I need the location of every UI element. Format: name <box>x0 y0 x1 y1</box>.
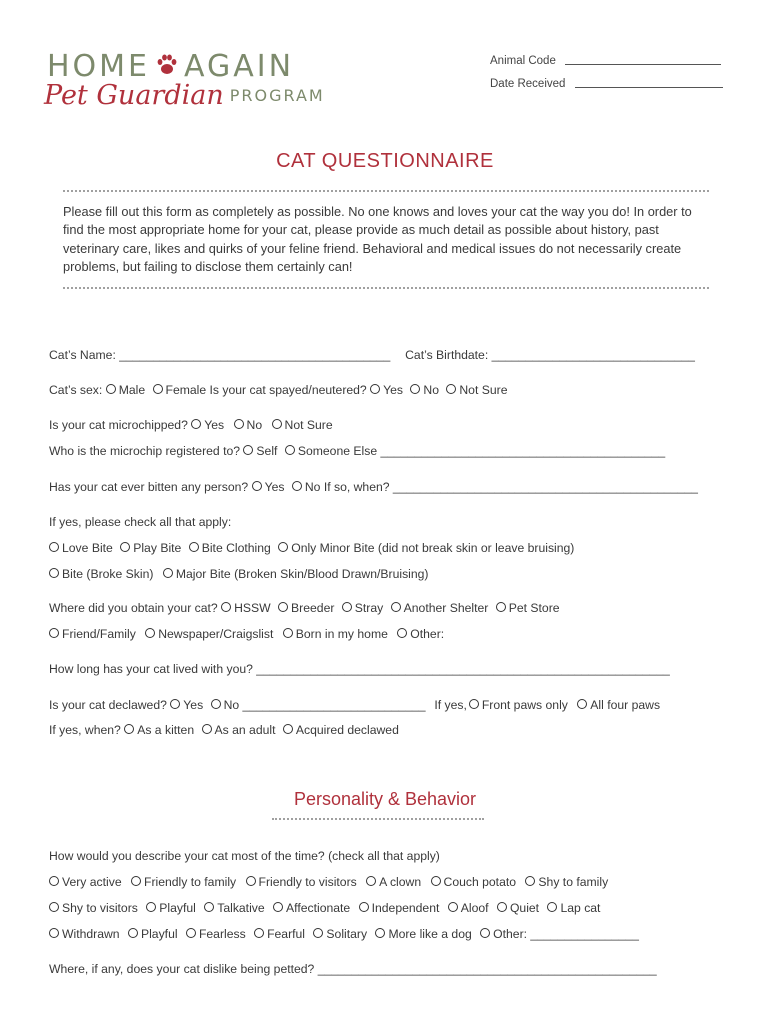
logo-script: Pet Guardian <box>44 80 224 111</box>
radio-declawed-no[interactable] <box>211 699 221 709</box>
radio-stray[interactable] <box>342 602 352 612</box>
label-trait: Playful <box>159 901 196 915</box>
section-divider <box>272 818 484 820</box>
label-acquired-declawed: Acquired declawed <box>295 723 399 737</box>
radio-talkative[interactable] <box>204 902 214 912</box>
label-trait: Withdrawn <box>62 927 120 941</box>
radio-micro-not-sure[interactable] <box>272 419 282 429</box>
radio-friend-family[interactable] <box>49 628 59 638</box>
date-received-field[interactable] <box>490 78 723 90</box>
radio-like-dog[interactable] <box>375 928 385 938</box>
bitten-row <box>49 481 698 493</box>
radio-as-adult[interactable] <box>202 724 212 734</box>
dislike-petted-field[interactable]: Where, if any, does your cat dislike being petted? __________________________________________________ <box>49 962 657 976</box>
radio-bitten-no[interactable] <box>292 481 302 491</box>
radio-playful[interactable] <box>146 902 156 912</box>
radio-shy-visitors[interactable] <box>49 902 59 912</box>
radio-newspaper[interactable] <box>145 628 155 638</box>
obtain-label: Where did you obtain your cat? <box>49 601 218 615</box>
declawed-label: Is your cat declawed? <box>49 698 167 712</box>
label-another-shelter: Another Shelter <box>403 601 489 615</box>
spayed-label: Is your cat spayed/neutered? <box>209 383 367 397</box>
label-major-bite: Major Bite (Broken Skin/Blood Drawn/Bruising) <box>175 567 429 581</box>
radio-breeder[interactable] <box>278 602 288 612</box>
label-trait: Other: ________________ <box>493 927 639 941</box>
radio-spayed-yes[interactable] <box>370 384 380 394</box>
radio-bite-clothing[interactable] <box>189 542 199 552</box>
label-no: No <box>423 383 439 397</box>
label-trait: Very active <box>62 875 122 889</box>
label-love-bite: Love Bite <box>62 541 113 555</box>
label-trait: Aloof <box>460 901 489 915</box>
radio-minor-bite[interactable] <box>278 542 288 552</box>
label-all-paws: All four paws <box>590 698 661 712</box>
declawed-row <box>49 699 660 711</box>
radio-spayed-not-sure[interactable] <box>446 384 456 394</box>
label-yes: Yes <box>264 480 285 494</box>
label-other: Other: <box>410 627 445 641</box>
radio-couch-potato[interactable] <box>431 876 441 886</box>
label-newspaper: Newspaper/Craigslist <box>158 627 274 641</box>
radio-all-paws[interactable] <box>577 699 587 709</box>
radio-someone-else[interactable] <box>285 445 295 455</box>
divider <box>63 287 709 289</box>
radio-very-active[interactable] <box>49 876 59 886</box>
radio-hssw[interactable] <box>221 602 231 612</box>
declawed-when-row <box>49 724 399 736</box>
label-self: Self <box>256 444 278 458</box>
label-trait: Fearless <box>198 927 246 941</box>
radio-front-paws[interactable] <box>469 699 479 709</box>
logo-subline <box>44 82 325 109</box>
label-trait: Independent <box>371 901 440 915</box>
radio-another-shelter[interactable] <box>391 602 401 612</box>
radio-male[interactable] <box>106 384 116 394</box>
logo-word-again: AGAIN <box>184 49 295 84</box>
sex-spayed-row <box>49 384 507 396</box>
radio-female[interactable] <box>153 384 163 394</box>
someone-else-line[interactable]: __________________________________________ <box>380 444 666 458</box>
microchip-label: Is your cat microchipped? <box>49 418 188 432</box>
registered-label: Who is the microchip registered to? <box>49 444 241 458</box>
radio-fearless[interactable] <box>186 928 196 938</box>
label-yes: Yes <box>183 698 204 712</box>
label-as-adult: As an adult <box>214 723 276 737</box>
cat-name-field[interactable] <box>49 349 695 361</box>
trait-row-1 <box>49 876 608 888</box>
label-no: No <box>246 418 263 432</box>
radio-shy-family[interactable] <box>525 876 535 886</box>
label-pet-store: Pet Store <box>508 601 560 615</box>
lived-with-you-field[interactable]: How long has your cat lived with you? _____________________________________________________________ <box>49 662 670 676</box>
label-female: Female <box>165 383 207 397</box>
radio-micro-no[interactable] <box>234 419 244 429</box>
label-trait: Shy to visitors <box>62 901 138 915</box>
page-title: CAT QUESTIONNAIRE <box>276 150 494 172</box>
label-stray: Stray <box>354 601 384 615</box>
label-minor-bite: Only Minor Bite (did not break skin or leave bruising) <box>291 541 575 555</box>
label-trait: A clown <box>379 875 422 889</box>
radio-pet-store[interactable] <box>496 602 506 612</box>
divider <box>63 190 709 192</box>
describe-label: How would you describe your cat most of the time? (check all that apply) <box>49 849 440 863</box>
label-no: No <box>304 480 321 494</box>
declawed-no-line[interactable]: No ___________________________ <box>223 698 426 712</box>
radio-friendly-visitors[interactable] <box>246 876 256 886</box>
radio-lap-cat[interactable] <box>547 902 557 912</box>
label-trait: Couch potato <box>443 875 517 889</box>
label-trait: Talkative <box>217 901 265 915</box>
label-friend-family: Friend/Family <box>62 627 136 641</box>
label-trait: Playful <box>140 927 178 941</box>
label-front-paws: Front paws only <box>481 698 568 712</box>
section-heading: Personality & Behavior <box>293 789 477 809</box>
radio-bitten-yes[interactable] <box>252 481 262 491</box>
label-play-bite: Play Bite <box>133 541 182 555</box>
cat-name-label: Cat’s Name: ________________________________________ <box>49 348 391 362</box>
radio-affectionate[interactable] <box>273 902 283 912</box>
radio-quiet[interactable] <box>497 902 507 912</box>
radio-major-bite[interactable] <box>163 568 173 578</box>
intro-text: Please fill out this form as completely as possible. No one knows and loves your cat the way you do! In order to find the most appropriate home for your cat, please provide as much detail as possible about history, past veterinary care, likes and quirks of your feline friend. Behavioral and medical issues do not necessarily create problems, but failing to disclose them certainly can! <box>63 204 692 274</box>
radio-aloof[interactable] <box>448 902 458 912</box>
label-breeder: Breeder <box>291 601 335 615</box>
bite-options-row-2 <box>49 568 428 580</box>
registered-row <box>49 445 665 457</box>
date-received-label: Date Received <box>490 78 566 90</box>
label-as-kitten: As a kitten <box>137 723 195 737</box>
label-broke-skin: Bite (Broke Skin) <box>62 567 154 581</box>
radio-micro-yes[interactable] <box>191 419 201 429</box>
radio-spayed-no[interactable] <box>410 384 420 394</box>
radio-withdrawn[interactable] <box>49 928 59 938</box>
radio-independent[interactable] <box>359 902 369 912</box>
label-trait: Friendly to visitors <box>258 875 357 889</box>
radio-other[interactable] <box>397 628 407 638</box>
cat-birthdate-label: Cat’s Birthdate: ______________________________ <box>405 348 695 362</box>
radio-declawed-yes[interactable] <box>170 699 180 709</box>
radio-trait-other[interactable] <box>480 928 490 938</box>
label-yes: Yes <box>383 383 403 397</box>
label-trait: Affectionate <box>286 901 351 915</box>
logo-wordmark <box>47 49 295 84</box>
animal-code-line[interactable] <box>565 64 721 65</box>
sex-label: Cat’s sex: <box>49 383 103 397</box>
label-bite-clothing: Bite Clothing <box>201 541 271 555</box>
radio-love-bite[interactable] <box>49 542 59 552</box>
label-not-sure: Not Sure <box>284 418 333 432</box>
label-born-home: Born in my home <box>295 627 388 641</box>
label-trait: Lap cat <box>560 901 601 915</box>
logo-word-home: HOME <box>47 49 151 84</box>
label-trait: Shy to family <box>538 875 609 889</box>
label-someone-else: Someone Else <box>297 444 378 458</box>
label-trait: More like a dog <box>388 927 472 941</box>
radio-as-kitten[interactable] <box>124 724 134 734</box>
label-yes: Yes <box>204 418 225 432</box>
radio-a-clown[interactable] <box>366 876 376 886</box>
radio-born-home[interactable] <box>283 628 293 638</box>
label-hssw: HSSW <box>234 601 271 615</box>
radio-play-bite[interactable] <box>120 542 130 552</box>
check-all-label: If yes, please check all that apply: <box>49 515 232 529</box>
radio-acquired-declawed[interactable] <box>283 724 293 734</box>
label-not-sure: Not Sure <box>459 383 508 397</box>
date-received-line[interactable] <box>575 87 723 88</box>
radio-playful-2[interactable] <box>128 928 138 938</box>
label-trait: Solitary <box>326 927 368 941</box>
label-trait: Quiet <box>509 901 540 915</box>
animal-code-label: Animal Code <box>490 55 556 67</box>
paw-print-icon <box>156 53 178 77</box>
bitten-label: Has your cat ever bitten any person? <box>49 480 249 494</box>
label-trait: Friendly to family <box>144 875 237 889</box>
if-yes-label: If yes, <box>434 698 467 712</box>
obtain-row-2 <box>49 628 444 640</box>
radio-fearful[interactable] <box>254 928 264 938</box>
bitten-when-line[interactable]: If so, when? _____________________________________________ <box>323 480 698 494</box>
radio-self[interactable] <box>243 445 253 455</box>
radio-solitary[interactable] <box>313 928 323 938</box>
trait-row-3 <box>49 928 639 940</box>
radio-friendly-family[interactable] <box>131 876 141 886</box>
when-label: If yes, when? <box>49 723 121 737</box>
trait-row-2 <box>49 902 600 914</box>
obtain-row-1 <box>49 602 560 614</box>
animal-code-field[interactable] <box>490 55 721 67</box>
label-male: Male <box>118 383 146 397</box>
radio-broke-skin[interactable] <box>49 568 59 578</box>
logo-program: PROGRAM <box>229 86 325 105</box>
label-trait: Fearful <box>267 927 306 941</box>
microchip-row <box>49 419 333 431</box>
bite-options-row-1 <box>49 542 574 554</box>
